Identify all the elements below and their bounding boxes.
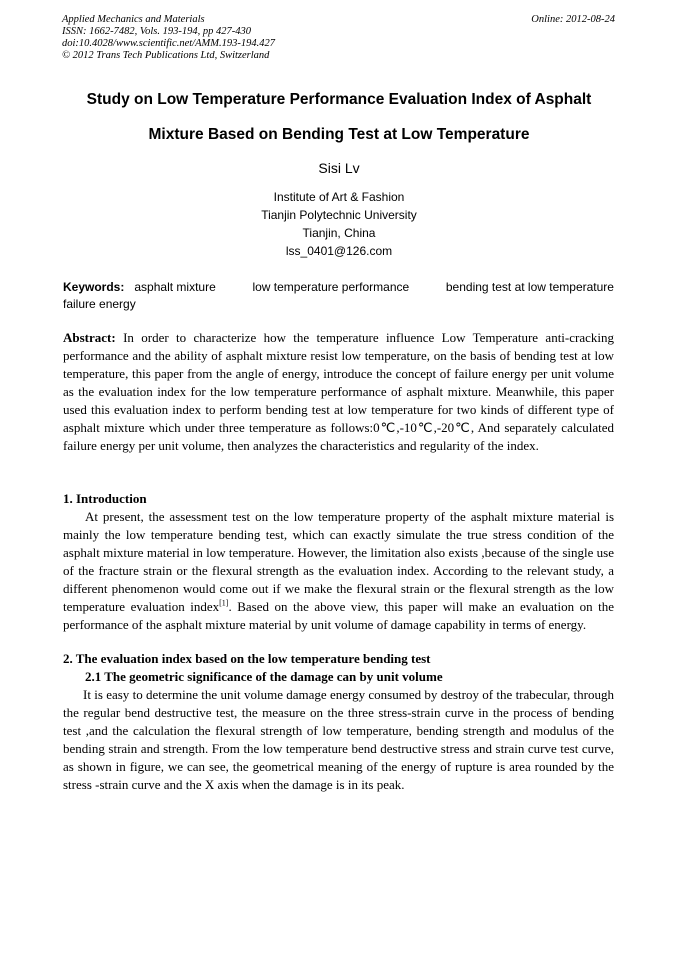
keyword-3: bending test at low temperature bbox=[445, 280, 614, 294]
affiliation-institute: Institute of Art & Fashion bbox=[273, 190, 405, 204]
introduction-text-part1: At present, the assessment test on the low temperature property of the asphalt mixture material is mainly the low temperature bending test, which can exactly simulate the true stress condition of the asphalt mixture material in low temperature. However, the limitation also exists ,because of the single use of the fracture strain or the flexural strength as the evaluation index. According to the relevant study, a different phenomenon would come out if we make the flexural strain or the flexural strength as the low temperature evaluation index bbox=[63, 509, 614, 614]
doi-line: doi:10.4028/www.scientific.net/AMM.193-194.427 bbox=[62, 38, 275, 49]
issn-line: ISSN: 1662-7482, Vols. 193-194, pp 427-430 bbox=[62, 26, 251, 37]
author-name: Sisi Lv bbox=[318, 160, 360, 176]
keywords-block bbox=[63, 279, 614, 313]
abstract-label: Abstract: bbox=[63, 330, 116, 345]
affiliation-university: Tianjin Polytechnic University bbox=[261, 208, 417, 222]
affiliation-block bbox=[0, 188, 678, 260]
reference-1[interactable]: [1] bbox=[219, 598, 229, 608]
section-2-paragraph: It is easy to determine the unit volume damage energy consumed by destroy of the trabecular, through the regular bend destructive test, the measure on the three stress-strain curve in the process of bending test ,and the calculation the flexural strength of low temperature, bending strength and modulus of the bending strain and strength. From the low temperature bend destructive stress and strain curve test curve, as shown in figure, we can see, the geometrical meaning of the energy of rupture is area rounded by the stress -strain curve and the X axis when the damage is in its peak. bbox=[63, 687, 614, 792]
section-2-heading: 2. The evaluation index based on the low temperature bending test bbox=[63, 651, 431, 666]
abstract-text: In order to characterize how the temperature influence Low Temperature anti-cracking performance and the ability of asphalt mixture resist low temperature, on the basis of bending test at low temperature, this paper from the angle of energy, introduce the concept of failure energy per unit volume as the evaluation index for the low temperature performance of asphalt mixture. Meanwhile, this paper used this evaluation index to perform bending test at low temperature for two kinds of different type of asphalt mixture which under three temperature as follows:0℃,-10℃,-20℃, And separately calculated failure energy per unit volume, then analyzes the characteristics and regularity of the index. bbox=[63, 330, 614, 453]
journal-name: Applied Mechanics and Materials bbox=[62, 14, 205, 25]
online-date: Online: 2012-08-24 bbox=[531, 14, 615, 25]
keyword-1: asphalt mixture bbox=[134, 280, 216, 294]
abstract-block bbox=[63, 329, 614, 455]
author-email: lss_0401@126.com bbox=[285, 244, 393, 258]
subsection-2-1-heading: 2.1 The geometric significance of the damage can by unit volume bbox=[85, 669, 443, 684]
journal-header bbox=[62, 14, 615, 62]
introduction-paragraph bbox=[63, 508, 614, 634]
paper-title-line-2: Mixture Based on Bending Test at Low Temperature bbox=[148, 126, 530, 143]
keyword-4: failure energy bbox=[63, 297, 136, 311]
keyword-2: low temperature performance bbox=[252, 280, 410, 294]
introduction-text-part2: . Based on the above view, this paper will make an evaluation on the performance of the asphalt mixture material by unit volume of damage capability in terms of energy. bbox=[63, 599, 614, 632]
paper-title-line-1: Study on Low Temperature Performance Evaluation Index of Asphalt bbox=[86, 91, 592, 108]
introduction-heading: 1. Introduction bbox=[63, 491, 147, 506]
keywords-label: Keywords: bbox=[63, 280, 125, 294]
copyright-line: © 2012 Trans Tech Publications Ltd, Switzerland bbox=[62, 50, 270, 61]
affiliation-city: Tianjin, China bbox=[302, 226, 376, 240]
